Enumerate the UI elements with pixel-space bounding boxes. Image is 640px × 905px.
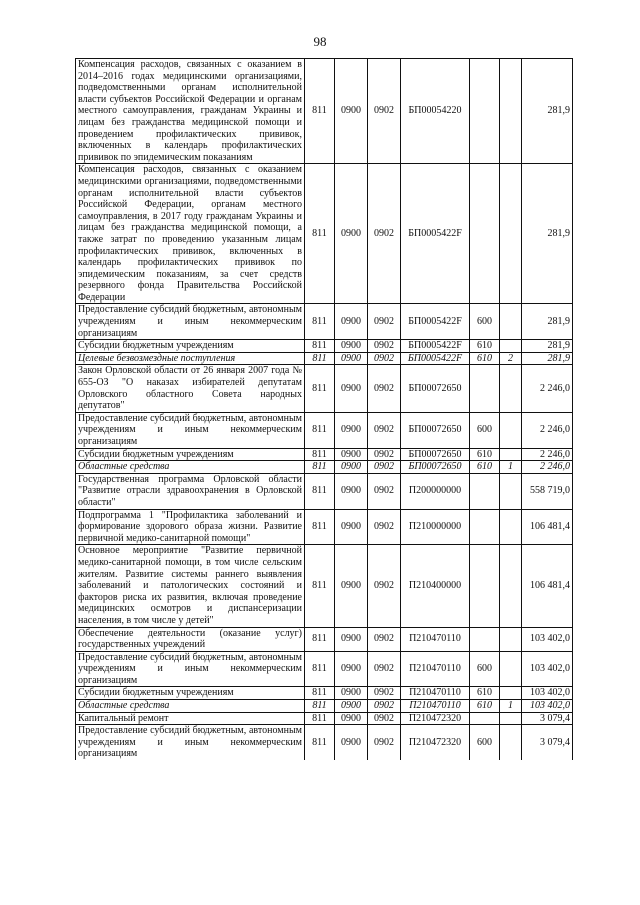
- target-article-cell: П210470110: [401, 700, 470, 713]
- subsection-code-cell: 0902: [368, 651, 401, 687]
- funding-source-cell: [500, 712, 522, 725]
- target-article-cell: БП0005422F: [401, 164, 470, 304]
- table-row: [76, 545, 573, 627]
- grbs-code-cell: 811: [305, 340, 335, 353]
- subsection-code-cell: 0902: [368, 509, 401, 545]
- expense-type-cell: 600: [470, 725, 500, 760]
- subsection-code-cell: 0902: [368, 687, 401, 700]
- amount-cell: 106 481,4: [522, 509, 573, 545]
- grbs-code-cell: 811: [305, 651, 335, 687]
- grbs-code-cell: 811: [305, 712, 335, 725]
- table-row: [76, 651, 573, 687]
- table-row: [76, 412, 573, 448]
- target-article-cell: БП00072650: [401, 448, 470, 461]
- section-code-cell: 0900: [335, 651, 368, 687]
- section-code-cell: 0900: [335, 473, 368, 509]
- amount-cell: 2 246,0: [522, 412, 573, 448]
- expense-name-cell: Субсидии бюджетным учреждениям: [76, 448, 305, 461]
- expense-type-cell: 610: [470, 687, 500, 700]
- table-row: [76, 365, 573, 412]
- amount-cell: 281,9: [522, 164, 573, 304]
- section-code-cell: 0900: [335, 352, 368, 365]
- amount-cell: 3 079,4: [522, 712, 573, 725]
- funding-source-cell: [500, 59, 522, 164]
- grbs-code-cell: 811: [305, 545, 335, 627]
- table-body: [76, 59, 573, 761]
- funding-source-cell: [500, 340, 522, 353]
- table-row: [76, 304, 573, 340]
- expense-name-cell: Предоставление субсидий бюджетным, автономным учреждениям и иным некоммерческим организациям: [76, 651, 305, 687]
- expense-type-cell: 610: [470, 448, 500, 461]
- target-article-cell: П210470110: [401, 687, 470, 700]
- target-article-cell: П210470110: [401, 651, 470, 687]
- section-code-cell: 0900: [335, 545, 368, 627]
- subsection-code-cell: 0902: [368, 365, 401, 412]
- table-row: [76, 473, 573, 509]
- expense-name-cell: Государственная программа Орловской области "Развитие отрасли здравоохранения в Орловской области": [76, 473, 305, 509]
- amount-cell: 281,9: [522, 340, 573, 353]
- expense-type-cell: 600: [470, 651, 500, 687]
- expense-name-cell: Предоставление субсидий бюджетным, автономным учреждениям и иным некоммерческим организациям: [76, 304, 305, 340]
- expense-type-cell: 600: [470, 304, 500, 340]
- target-article-cell: БП0005422F: [401, 352, 470, 365]
- target-article-cell: БП00072650: [401, 461, 470, 474]
- amount-cell: 103 402,0: [522, 687, 573, 700]
- expense-type-cell: 610: [470, 340, 500, 353]
- subsection-code-cell: 0902: [368, 473, 401, 509]
- section-code-cell: 0900: [335, 725, 368, 760]
- grbs-code-cell: 811: [305, 448, 335, 461]
- expense-name-cell: Основное мероприятие "Развитие первичной медико-санитарной помощи, в том числе сельским жителям. Развитие системы раннего выявления заболеваний и патологических состояний и факторов риска их развития, включая проведение медицинских осмотров и диспансеризации населения, в том числе у детей": [76, 545, 305, 627]
- target-article-cell: П210400000: [401, 545, 470, 627]
- table-row: [76, 700, 573, 713]
- expense-type-cell: [470, 473, 500, 509]
- budget-table: [75, 58, 573, 760]
- amount-cell: 281,9: [522, 304, 573, 340]
- amount-cell: 3 079,4: [522, 725, 573, 760]
- expense-type-cell: 610: [470, 352, 500, 365]
- funding-source-cell: [500, 164, 522, 304]
- subsection-code-cell: 0902: [368, 340, 401, 353]
- grbs-code-cell: 811: [305, 509, 335, 545]
- expense-type-cell: [470, 712, 500, 725]
- funding-source-cell: [500, 725, 522, 760]
- expense-name-cell: Компенсация расходов, связанных с оказанием медицинскими организациями, подведомственными органам исполнительной власти субъектов Российской Федерации, органам местного самоуправления, в 2017 году гражданам Украины и лицам без гражданства медицинской помощи, а также затрат по проведению указанным лицам профилактических прививок, включенных в календарь профилактических прививок по эпидемическим показаниям, за счет средств резервного фонда Правительства Российской Федерации: [76, 164, 305, 304]
- subsection-code-cell: 0902: [368, 412, 401, 448]
- expense-name-cell: Закон Орловской области от 26 января 2007 года № 655-ОЗ "О наказах избирателей депутатам Орловского областного Совета народных депутатов": [76, 365, 305, 412]
- table-row: [76, 448, 573, 461]
- subsection-code-cell: 0902: [368, 712, 401, 725]
- amount-cell: 103 402,0: [522, 627, 573, 651]
- subsection-code-cell: 0902: [368, 545, 401, 627]
- expense-type-cell: [470, 509, 500, 545]
- table-row: [76, 687, 573, 700]
- expense-name-cell: Обеспечение деятельности (оказание услуг) государственных учреждений: [76, 627, 305, 651]
- table-row: [76, 59, 573, 164]
- grbs-code-cell: 811: [305, 352, 335, 365]
- subsection-code-cell: 0902: [368, 448, 401, 461]
- expense-name-cell: Областные средства: [76, 700, 305, 713]
- expense-name-cell: Целевые безвозмездные поступления: [76, 352, 305, 365]
- expense-name-cell: Компенсация расходов, связанных с оказанием в 2014–2016 годах медицинскими организациями, подведомственными органам исполнительной власти субъектов Российской Федерации и органам местного самоуправления, гражданам Украины и лицам без гражданства медицинской помощи и проведением профилактических прививок, включенных в календарь профилактических прививок по эпидемическим показаниям: [76, 59, 305, 164]
- grbs-code-cell: 811: [305, 412, 335, 448]
- target-article-cell: П210472320: [401, 712, 470, 725]
- table-row: [76, 712, 573, 725]
- amount-cell: 281,9: [522, 59, 573, 164]
- amount-cell: 103 402,0: [522, 700, 573, 713]
- section-code-cell: 0900: [335, 687, 368, 700]
- grbs-code-cell: 811: [305, 304, 335, 340]
- amount-cell: 103 402,0: [522, 651, 573, 687]
- table-row: [76, 725, 573, 760]
- amount-cell: 2 246,0: [522, 365, 573, 412]
- expense-type-cell: [470, 365, 500, 412]
- table-row: [76, 461, 573, 474]
- subsection-code-cell: 0902: [368, 352, 401, 365]
- amount-cell: 558 719,0: [522, 473, 573, 509]
- grbs-code-cell: 811: [305, 627, 335, 651]
- funding-source-cell: [500, 365, 522, 412]
- funding-source-cell: [500, 545, 522, 627]
- funding-source-cell: 1: [500, 461, 522, 474]
- section-code-cell: 0900: [335, 412, 368, 448]
- subsection-code-cell: 0902: [368, 725, 401, 760]
- expense-name-cell: Предоставление субсидий бюджетным, автономным учреждениям и иным некоммерческим организациям: [76, 412, 305, 448]
- funding-source-cell: [500, 509, 522, 545]
- grbs-code-cell: 811: [305, 365, 335, 412]
- expense-name-cell: Областные средства: [76, 461, 305, 474]
- funding-source-cell: [500, 687, 522, 700]
- target-article-cell: БП0005422F: [401, 340, 470, 353]
- expense-type-cell: [470, 164, 500, 304]
- page-number: 98: [313, 34, 327, 49]
- section-code-cell: 0900: [335, 461, 368, 474]
- amount-cell: 2 246,0: [522, 461, 573, 474]
- grbs-code-cell: 811: [305, 473, 335, 509]
- amount-cell: 281,9: [522, 352, 573, 365]
- grbs-code-cell: 811: [305, 687, 335, 700]
- target-article-cell: БП00072650: [401, 365, 470, 412]
- funding-source-cell: [500, 473, 522, 509]
- expense-name-cell: Капитальный ремонт: [76, 712, 305, 725]
- section-code-cell: 0900: [335, 627, 368, 651]
- table-row: [76, 509, 573, 545]
- amount-cell: 2 246,0: [522, 448, 573, 461]
- target-article-cell: БП00072650: [401, 412, 470, 448]
- expense-type-cell: [470, 545, 500, 627]
- table-row: [76, 164, 573, 304]
- section-code-cell: 0900: [335, 340, 368, 353]
- target-article-cell: П200000000: [401, 473, 470, 509]
- funding-source-cell: [500, 412, 522, 448]
- expense-type-cell: 610: [470, 700, 500, 713]
- section-code-cell: 0900: [335, 700, 368, 713]
- funding-source-cell: [500, 304, 522, 340]
- subsection-code-cell: 0902: [368, 164, 401, 304]
- table-row: [76, 352, 573, 365]
- section-code-cell: 0900: [335, 365, 368, 412]
- target-article-cell: БП00054220: [401, 59, 470, 164]
- expense-name-cell: Предоставление субсидий бюджетным, автономным учреждениям и иным некоммерческим организациям: [76, 725, 305, 760]
- section-code-cell: 0900: [335, 448, 368, 461]
- grbs-code-cell: 811: [305, 700, 335, 713]
- subsection-code-cell: 0902: [368, 627, 401, 651]
- expense-type-cell: 600: [470, 412, 500, 448]
- grbs-code-cell: 811: [305, 725, 335, 760]
- subsection-code-cell: 0902: [368, 700, 401, 713]
- subsection-code-cell: 0902: [368, 59, 401, 164]
- grbs-code-cell: 811: [305, 59, 335, 164]
- target-article-cell: БП0005422F: [401, 304, 470, 340]
- funding-source-cell: 2: [500, 352, 522, 365]
- section-code-cell: 0900: [335, 304, 368, 340]
- expense-type-cell: [470, 59, 500, 164]
- grbs-code-cell: 811: [305, 164, 335, 304]
- subsection-code-cell: 0902: [368, 461, 401, 474]
- target-article-cell: П210472320: [401, 725, 470, 760]
- section-code-cell: 0900: [335, 509, 368, 545]
- grbs-code-cell: 811: [305, 461, 335, 474]
- table-row: [76, 627, 573, 651]
- section-code-cell: 0900: [335, 712, 368, 725]
- target-article-cell: П210000000: [401, 509, 470, 545]
- section-code-cell: 0900: [335, 59, 368, 164]
- expense-name-cell: Подпрограмма 1 "Профилактика заболеваний и формирование здорового образа жизни. Развитие первичной медико-санитарной помощи": [76, 509, 305, 545]
- target-article-cell: П210470110: [401, 627, 470, 651]
- expense-type-cell: [470, 627, 500, 651]
- expense-type-cell: 610: [470, 461, 500, 474]
- funding-source-cell: [500, 651, 522, 687]
- funding-source-cell: 1: [500, 700, 522, 713]
- funding-source-cell: [500, 448, 522, 461]
- amount-cell: 106 481,4: [522, 545, 573, 627]
- section-code-cell: 0900: [335, 164, 368, 304]
- expense-name-cell: Субсидии бюджетным учреждениям: [76, 340, 305, 353]
- subsection-code-cell: 0902: [368, 304, 401, 340]
- expense-name-cell: Субсидии бюджетным учреждениям: [76, 687, 305, 700]
- table-row: [76, 340, 573, 353]
- funding-source-cell: [500, 627, 522, 651]
